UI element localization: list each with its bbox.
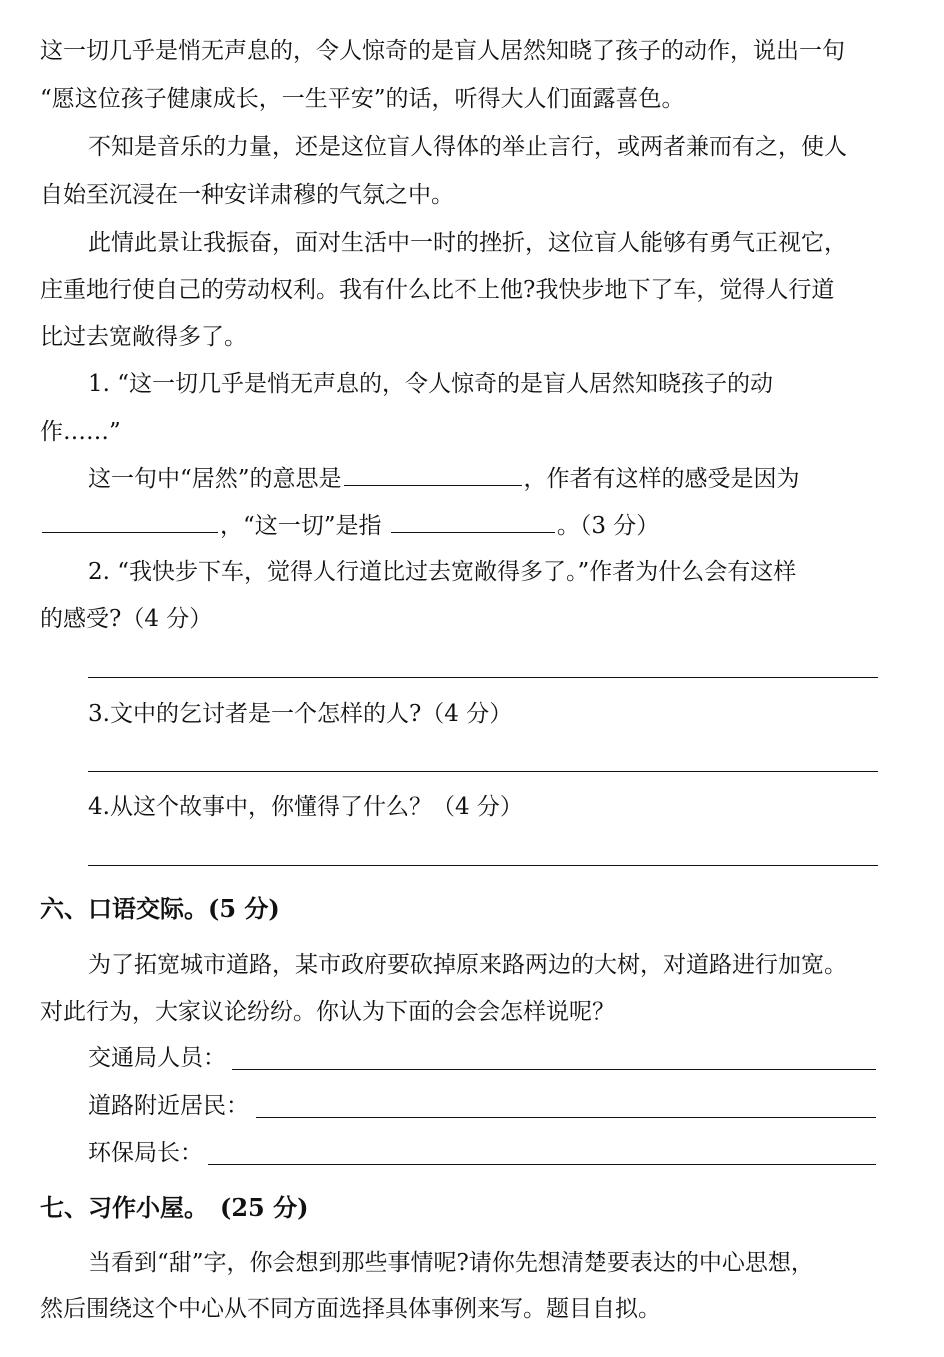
blank-meaning[interactable]: [344, 463, 522, 486]
answer-line-q2[interactable]: [88, 677, 878, 678]
fill-text: 这一句中“居然”的意思是: [88, 466, 342, 492]
section-6-heading: 六、口语交际。(5 分): [40, 894, 280, 923]
answer-line-q4[interactable]: [88, 865, 878, 866]
role-label-traffic-bureau: 交通局人员：: [88, 1045, 226, 1071]
section-7-prompt: 然后围绕这个中心从不同方面选择具体事例来写。题目自拟。: [40, 1296, 661, 1322]
blank-refers-to[interactable]: [391, 510, 555, 533]
question-1-continued: 作……”: [40, 419, 121, 445]
answer-line-environment-bureau[interactable]: [208, 1164, 876, 1165]
passage-text: 庄重地行使自己的劳动权利。我有什么比不上他?我快步地下了车，觉得人行道: [40, 277, 835, 303]
section-7-heading: 七、习作小屋。 (25 分): [40, 1193, 309, 1222]
answer-line-traffic-bureau[interactable]: [232, 1069, 876, 1070]
passage-text: 自始至沉浸在一种安详肃穆的气氛之中。: [40, 182, 454, 208]
role-label-environment-bureau: 环保局长：: [88, 1140, 203, 1166]
question-2-continued: 的感受?（4 分）: [40, 606, 213, 632]
fill-text: 。（3 分）: [556, 513, 660, 539]
passage-text: 这一切几乎是悄无声息的，令人惊奇的是盲人居然知晓了孩子的动作，说出一句: [40, 38, 845, 64]
passage-text: 比过去宽敞得多了。: [40, 324, 247, 350]
question-2: 2. “我快步下车，觉得人行道比过去宽敞得多了。”作者为什么会有这样: [88, 559, 797, 585]
question-3: 3.文中的乞讨者是一个怎样的人?（4 分）: [88, 701, 513, 727]
answer-line-q3[interactable]: [88, 771, 878, 772]
section-6-intro: 为了拓宽城市道路，某市政府要砍掉原来路两边的大树，对道路进行加宽。: [88, 952, 847, 978]
question-1-fill-line: [40, 510, 890, 541]
question-1-fill-line: [88, 463, 938, 494]
passage-text: 不知是音乐的力量，还是这位盲人得体的举止言行，或两者兼而有之，使人: [88, 134, 847, 160]
section-6-intro: 对此行为，大家议论纷纷。你认为下面的会会怎样说呢？: [40, 999, 615, 1025]
question-1: 1. “这一切几乎是悄无声息的，令人惊奇的是盲人居然知晓孩子的动: [88, 371, 774, 397]
answer-line-residents[interactable]: [256, 1117, 876, 1118]
fill-text: ，“这一切”是指: [220, 513, 382, 539]
passage-text: “愿这位孩子健康成长，一生平安”的话，听得大人们面露喜色。: [40, 86, 685, 112]
blank-reason[interactable]: [42, 510, 218, 533]
section-7-prompt: 当看到“甜”字，你会想到那些事情呢?请你先想清楚要表达的中心思想，: [88, 1250, 814, 1276]
question-4: 4.从这个故事中，你懂得了什么？（4 分）: [88, 794, 523, 820]
role-label-residents: 道路附近居民：: [88, 1093, 249, 1119]
passage-text: 此情此景让我振奋，面对生活中一时的挫折，这位盲人能够有勇气正视它，: [88, 230, 847, 256]
fill-text: ，作者有这样的感受是因为: [523, 466, 800, 492]
